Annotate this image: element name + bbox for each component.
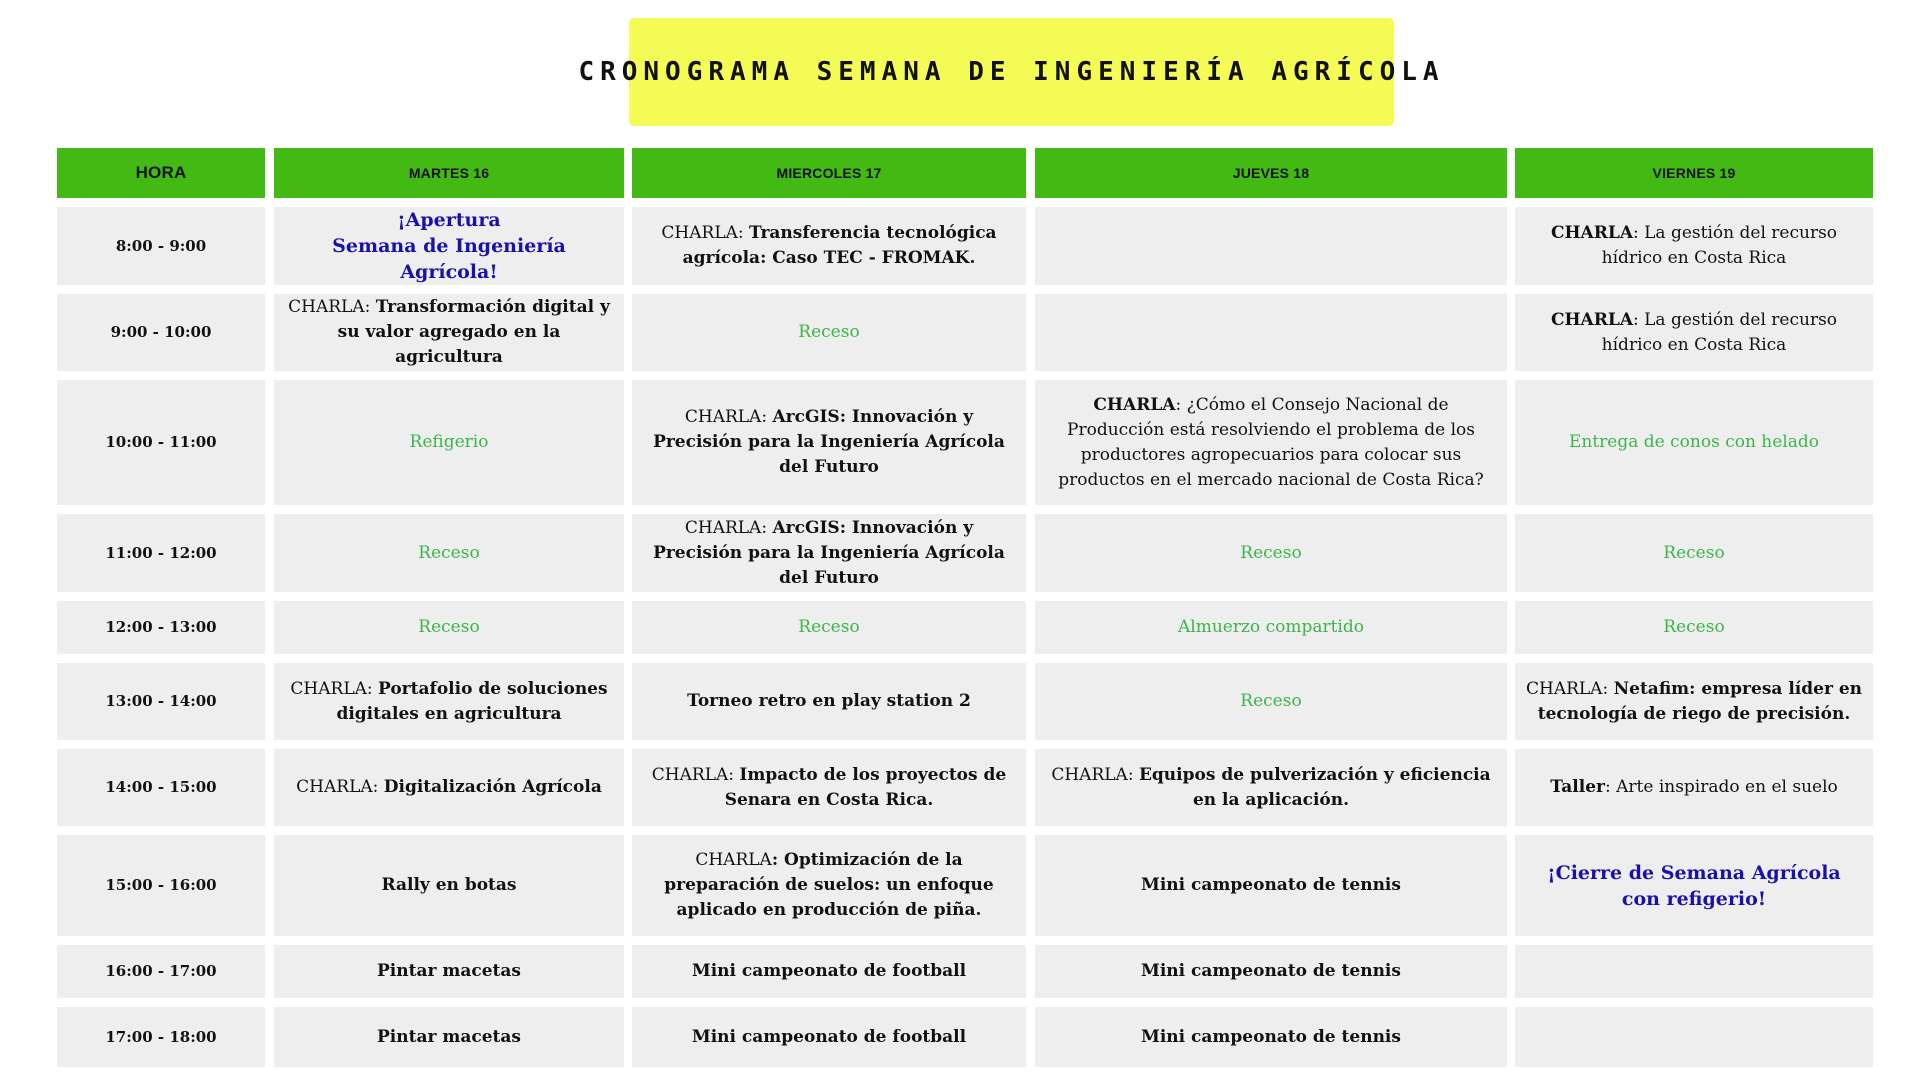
event-text-segment: Netafim: empresa líder en tecnología de riego de precisión. xyxy=(1537,678,1862,724)
time-slot: 17:00 - 18:00 xyxy=(57,1007,265,1067)
schedule-cell-martes-16 xyxy=(274,207,624,285)
event-text-segment: Receso xyxy=(1663,617,1725,637)
event-text-segment: Pintar macetas xyxy=(377,961,521,981)
title-banner xyxy=(578,18,1445,126)
event-text xyxy=(642,516,1016,591)
break-label xyxy=(418,615,479,640)
event-text xyxy=(642,405,1016,480)
time-slot: 13:00 - 14:00 xyxy=(57,663,265,740)
schedule-cell-miercoles-17 xyxy=(632,1007,1026,1067)
schedule-cell-martes-16 xyxy=(274,945,624,998)
schedule-cell-miercoles-17 xyxy=(632,945,1026,998)
highlight-event xyxy=(284,207,614,285)
event-text-segment: ¡Cierre de Semana Agrícola con refigerio! xyxy=(1547,861,1841,910)
event-text-segment: CHARLA: xyxy=(290,678,379,699)
event-text-segment: CHARLA: xyxy=(296,777,384,797)
schedule-cell-martes-16 xyxy=(274,294,624,371)
event-text-segment: Receso xyxy=(418,617,480,637)
column-header-jueves-18: JUEVES 18 xyxy=(1035,148,1507,198)
event-text xyxy=(1525,221,1863,271)
event-text xyxy=(692,959,966,984)
break-label xyxy=(1240,689,1301,714)
schedule-cell-jueves-18 xyxy=(1035,945,1507,998)
column-header-miercoles-17: MIERCOLES 17 xyxy=(632,148,1026,198)
event-text-segment: Mini campeonato de tennis xyxy=(1141,1026,1401,1047)
event-text-segment: Rally en botas xyxy=(381,875,517,895)
time-slot: 8:00 - 9:00 xyxy=(57,207,265,285)
event-text-segment: ArcGIS: Innovación y Precisión para la Ingeniería Agrícola del Futuro xyxy=(653,407,1005,477)
event-text xyxy=(296,775,602,800)
event-text-segment: Receso xyxy=(798,322,860,342)
schedule-cell-martes-16 xyxy=(274,601,624,654)
schedule-cell-miercoles-17 xyxy=(632,207,1026,285)
time-slot: 12:00 - 13:00 xyxy=(57,601,265,654)
event-text xyxy=(1141,873,1401,898)
schedule-cell-jueves-18 xyxy=(1035,294,1507,371)
schedule-cell-martes-16 xyxy=(274,749,624,826)
schedule-cell-martes-16 xyxy=(274,1007,624,1067)
schedule-cell-viernes-19 xyxy=(1515,1007,1873,1067)
schedule-cell-miercoles-17 xyxy=(632,663,1026,740)
schedule-cell-viernes-19 xyxy=(1515,601,1873,654)
event-text xyxy=(642,848,1016,923)
event-text-segment: CHARLA: xyxy=(684,517,773,538)
event-text-segment: CHARLA: xyxy=(1525,678,1614,699)
schedule-cell-jueves-18 xyxy=(1035,380,1507,505)
event-text xyxy=(692,1025,966,1050)
event-text-segment: CHARLA: xyxy=(684,407,773,427)
event-text-segment: ArcGIS: Innovación y Precisión para la Ingeniería Agrícola del Futuro xyxy=(653,517,1005,588)
event-text-segment: CHARLA xyxy=(1550,309,1634,330)
event-text xyxy=(1525,308,1863,358)
event-text xyxy=(1141,1025,1401,1050)
time-slot: 15:00 - 16:00 xyxy=(57,835,265,936)
event-text-segment: : La gestión del recurso hídrico en Costa Rica xyxy=(1601,309,1838,355)
schedule-cell-martes-16 xyxy=(274,663,624,740)
schedule-cell-jueves-18 xyxy=(1035,207,1507,285)
event-text-segment: Mini campeonato de football xyxy=(691,961,967,981)
schedule-cell-martes-16 xyxy=(274,380,624,505)
event-text-segment: CHARLA xyxy=(1550,223,1634,243)
column-header-hora: HORA xyxy=(57,148,265,198)
event-text-segment: Mini campeonato de tennis xyxy=(1141,875,1401,895)
event-text-segment: Receso xyxy=(1240,691,1302,711)
page-title: CRONOGRAMA SEMANA DE INGENIERÍA AGRÍCOLA xyxy=(578,57,1445,87)
break-label xyxy=(798,320,859,345)
event-text xyxy=(1141,959,1401,984)
schedule-cell-miercoles-17 xyxy=(632,294,1026,371)
event-text-segment: Receso xyxy=(1663,542,1725,563)
column-header-viernes-19: VIERNES 19 xyxy=(1515,148,1873,198)
break-label xyxy=(418,541,479,566)
column-header-martes-16: MARTES 16 xyxy=(274,148,624,198)
schedule-cell-jueves-18 xyxy=(1035,749,1507,826)
schedule-cell-viernes-19 xyxy=(1515,663,1873,740)
event-text-segment: CHARLA: xyxy=(651,764,740,785)
schedule-cell-martes-16 xyxy=(274,835,624,936)
event-text-segment: CHARLA xyxy=(1093,394,1176,415)
event-text-segment: : Arte inspirado en el suelo xyxy=(1604,777,1838,797)
event-text-segment: : ¿Cómo el Consejo Nacional de Producción está resolviendo el problema de los productores agropecuarios para colocar sus productos en el mercado nacional de Costa Rica? xyxy=(1058,394,1484,490)
event-text-segment: Portafolio de soluciones digitales en agricultura xyxy=(336,678,608,724)
event-text xyxy=(1550,775,1838,800)
event-text xyxy=(381,873,516,898)
event-text xyxy=(1045,393,1497,493)
event-text-segment: CHARLA: xyxy=(1051,764,1139,785)
schedule-cell-viernes-19 xyxy=(1515,294,1873,371)
event-text-segment: Transferencia tecnológica agrícola: Caso TEC - FROMAK. xyxy=(682,223,997,268)
schedule-cell-viernes-19 xyxy=(1515,380,1873,505)
event-text-segment: Impacto de los proyectos de Senara en Costa Rica. xyxy=(724,764,1007,810)
event-text-segment: Receso xyxy=(418,542,480,563)
break-label xyxy=(1569,430,1819,455)
event-text xyxy=(377,959,521,984)
event-text xyxy=(377,1025,521,1050)
schedule-cell-miercoles-17 xyxy=(632,380,1026,505)
schedule-cell-jueves-18 xyxy=(1035,835,1507,936)
schedule-cell-martes-16 xyxy=(274,514,624,592)
event-text-segment: Transformación digital y su valor agregado en la agricultura xyxy=(337,297,610,367)
event-text-segment: Taller xyxy=(1550,777,1605,797)
break-label xyxy=(1178,615,1364,640)
schedule-cell-jueves-18 xyxy=(1035,663,1507,740)
schedule-cell-viernes-19 xyxy=(1515,945,1873,998)
event-text-segment: Digitalización Agrícola xyxy=(383,777,602,797)
event-text xyxy=(284,677,614,727)
break-label xyxy=(1240,541,1301,566)
schedule-cell-miercoles-17 xyxy=(632,749,1026,826)
event-text-segment: Mini campeonato de tennis xyxy=(1141,961,1401,981)
event-text-segment: ¡Apertura Semana de Ingeniería Agrícola! xyxy=(332,209,566,283)
schedule-cell-viernes-19 xyxy=(1515,514,1873,592)
event-text-segment: Pintar macetas xyxy=(377,1026,521,1047)
event-text-segment: CHARLA xyxy=(695,850,772,870)
time-slot: 14:00 - 15:00 xyxy=(57,749,265,826)
event-text xyxy=(284,295,614,370)
time-slot: 10:00 - 11:00 xyxy=(57,380,265,505)
event-text xyxy=(1045,763,1497,813)
event-text-segment: Receso xyxy=(798,617,860,637)
break-label xyxy=(1663,615,1724,640)
event-text-segment: Receso xyxy=(1240,542,1302,563)
schedule-cell-miercoles-17 xyxy=(632,601,1026,654)
event-text-segment: Refigerio xyxy=(409,432,489,452)
event-text xyxy=(687,689,971,714)
schedule-cell-viernes-19 xyxy=(1515,749,1873,826)
event-text-segment: : Optimización de la preparación de suelos: un enfoque aplicado en producción de piña. xyxy=(664,850,994,920)
event-text-segment: Mini campeonato de football xyxy=(691,1026,967,1047)
time-slot: 9:00 - 10:00 xyxy=(57,294,265,371)
schedule-cell-jueves-18 xyxy=(1035,1007,1507,1067)
time-slot: 16:00 - 17:00 xyxy=(57,945,265,998)
schedule-cell-jueves-18 xyxy=(1035,601,1507,654)
highlight-event xyxy=(1525,860,1863,912)
event-text-segment: CHARLA: xyxy=(288,297,376,317)
event-text-segment: CHARLA: xyxy=(661,223,750,243)
break-label xyxy=(798,615,859,640)
event-text-segment: Almuerzo compartido xyxy=(1178,617,1364,637)
event-text-segment: : La gestión del recurso hídrico en Costa Rica xyxy=(1601,223,1838,268)
event-text xyxy=(642,763,1016,813)
schedule-cell-miercoles-17 xyxy=(632,514,1026,592)
time-slot: 11:00 - 12:00 xyxy=(57,514,265,592)
event-text-segment: Equipos de pulverización y eficiencia en la aplicación. xyxy=(1138,764,1491,810)
schedule-cell-miercoles-17 xyxy=(632,835,1026,936)
event-text-segment: Torneo retro en play station 2 xyxy=(687,691,971,711)
break-label xyxy=(410,430,489,455)
event-text-segment: Entrega de conos con helado xyxy=(1568,432,1820,452)
event-text xyxy=(642,221,1016,271)
schedule-cell-viernes-19 xyxy=(1515,835,1873,936)
schedule-cell-viernes-19 xyxy=(1515,207,1873,285)
schedule-cell-jueves-18 xyxy=(1035,514,1507,592)
break-label xyxy=(1663,541,1724,566)
event-text xyxy=(1525,677,1863,727)
